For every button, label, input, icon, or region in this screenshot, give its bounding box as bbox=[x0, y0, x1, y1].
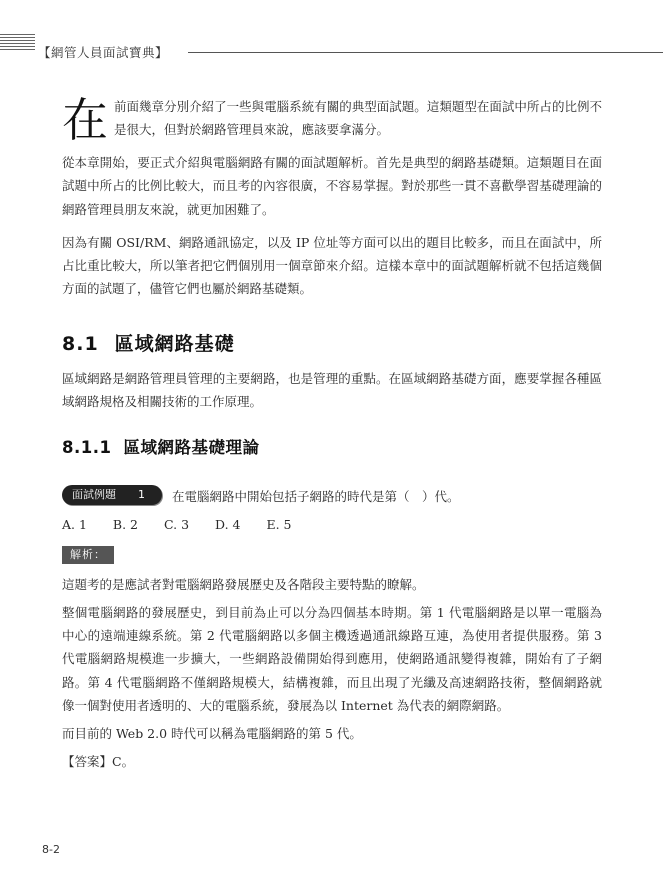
option-d: D. 4 bbox=[215, 517, 241, 532]
analysis-paragraph-1: 這題考的是應試者對電腦網路發展歷史及各階段主要特點的瞭解。 bbox=[62, 577, 425, 592]
analysis-label: 解析： bbox=[62, 546, 114, 564]
running-header-title: 【網管人員面試寶典】 bbox=[38, 45, 169, 60]
analysis-paragraph-3: 而目前的 Web 2.0 時代可以稱為電腦網路的第 5 代。 bbox=[62, 725, 362, 741]
question-badge bbox=[62, 485, 162, 505]
answer-options bbox=[62, 517, 314, 532]
intro-paragraph-1: 前面幾章分別介紹了一些與電腦系統有關的典型面試題。這類題型在面試中所占的比例不是很大，但對於網路管理員來說，應該要拿滿分。 bbox=[114, 99, 602, 138]
subsection-heading bbox=[62, 434, 259, 458]
question-number: 1 bbox=[138, 488, 145, 501]
section-title: 區域網路基礎 bbox=[114, 333, 235, 355]
option-a: A. 1 bbox=[62, 517, 87, 532]
header-decorative-lines bbox=[0, 34, 35, 52]
drop-cap: 在 bbox=[62, 93, 108, 147]
subsection-number: 8.1.1 bbox=[62, 438, 112, 457]
page-number: 8-2 bbox=[42, 843, 60, 856]
intro-paragraph-2: 從本章開始，要正式介紹與電腦網路有關的面試題解析。首先是典型的網路基礎類。這類題目在面試題中所占的比例比較大，而且考的內容很廣，不容易掌握。對於那些一貫不喜歡學習基礎理論的網路管理員朋友來說，就更加困難了。 bbox=[62, 155, 602, 217]
subsection-title: 區域網路基礎理論 bbox=[123, 438, 260, 457]
option-e: E. 5 bbox=[266, 517, 292, 532]
intro-block bbox=[62, 95, 602, 310]
analysis-paragraph-2: 整個電腦網路的發展歷史，到目前為止可以分為四個基本時期。第 1 代電腦網路是以單一電腦為中心的遠端連線系統。第 2 代電腦網路以多個主機透過通訊線路互連，為使用者提供服務。第 3 代電腦網路規模進一步擴大，一些網路設備開始得到應用，使網路通訊變得複雜，開始有了子網路。第 4 代電腦網路不僅網路規模大，結構複雜，而且出現了光纖及高速網路技術，整個網路就像一個對使用者透明的、大的電腦系統，發展為以 Internet 為代表的網際網路。 bbox=[62, 605, 602, 713]
question-label: 面試例題 bbox=[72, 488, 116, 501]
section-heading bbox=[62, 329, 235, 356]
header-rule bbox=[188, 52, 663, 53]
analysis-block bbox=[62, 573, 602, 778]
section-paragraph: 區域網路是網路管理員管理的主要網路，也是管理的重點。在區域網路基礎方面，應要掌握各種區域網路規格及相關技術的工作原理。 bbox=[62, 371, 602, 410]
option-b: B. 2 bbox=[112, 517, 139, 532]
section-number: 8.1 bbox=[62, 333, 99, 355]
question-row bbox=[62, 485, 602, 507]
option-c: C. 3 bbox=[164, 517, 190, 532]
question-text: 在電腦網路中開始包括子網路的時代是第（ ）代。 bbox=[172, 489, 460, 504]
intro-paragraph-3: 因為有關 OSI/RM、網路通訊協定，以及 IP 位址等方面可以出的題目比較多，而且在面試中，所占比重比較大，所以筆者把它們個別用一個章節來介紹。這樣本章中的面試題解析就不包括這幾個方面的試題了，儘管它們也屬於網路基礎類。 bbox=[62, 234, 602, 296]
analysis-answer: 【答案】C。 bbox=[62, 753, 135, 769]
